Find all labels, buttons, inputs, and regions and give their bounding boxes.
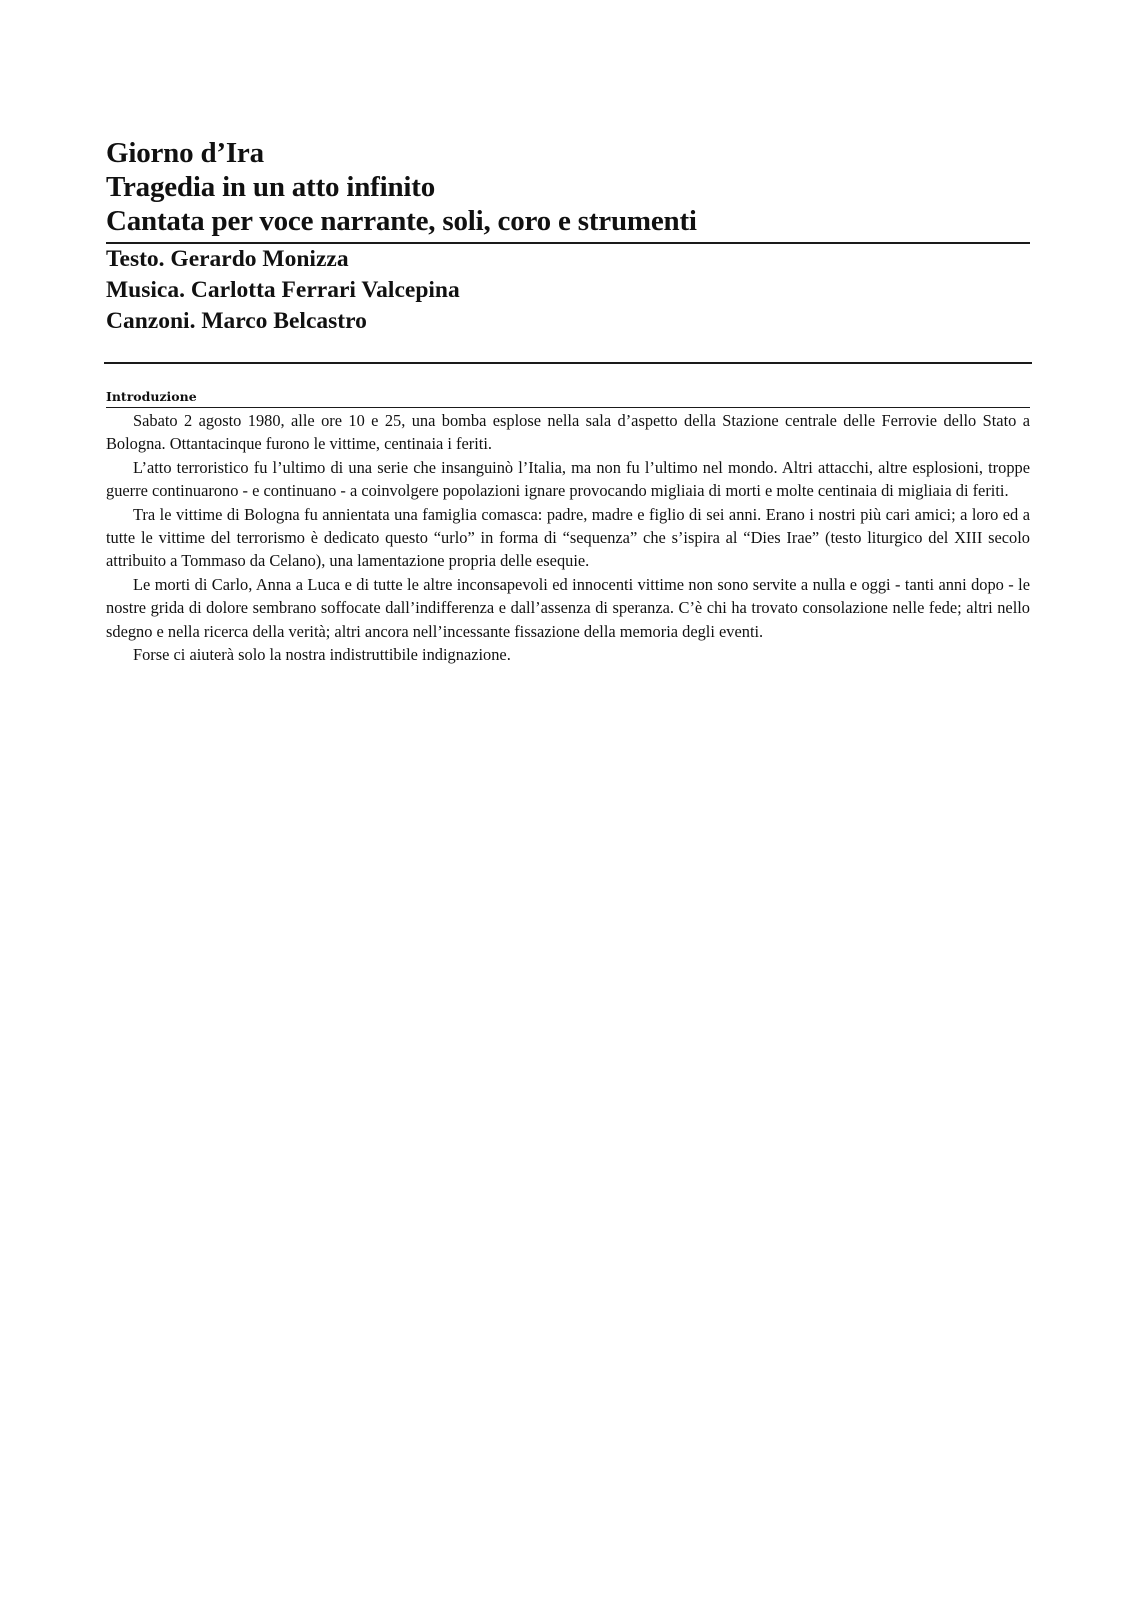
section-body [106,408,1030,666]
paragraph: Le morti di Carlo, Anna a Luca e di tutte le altre inconsapevoli ed innocenti vittime non sono servite a nulla e oggi - tanti anni dopo - le nostre grida di dolore sembrano soffocate dall’indifferenza e dall’assenza di speranza. C’è chi ha trovato consolazione nelle fede; altri nello sdegno e nella ricerca della verità; altri ancora nell’incessante fissazione della memoria degli eventi. [106,574,1030,641]
title-block [106,136,1030,238]
credits-block [106,244,1030,337]
header-divider [104,362,1032,364]
document-page [106,0,1030,1600]
credit-text: Testo. Gerardo Monizza [106,246,349,272]
paragraph: Forse ci aiuterà solo la nostra indistruttibile indignazione. [133,645,511,665]
section-heading: Introduzione [106,388,1030,408]
paragraph: L’atto terroristico fu l’ultimo di una serie che insanguinò l’Italia, ma non fu l’ultimo nel mondo. Altri attacchi, altre esplosioni, troppe guerre continuarono - e continuano - a coinvolgere popolazioni ignare provocando migliaia di morti e molte centinaia di migliaia di feriti. [106,457,1030,501]
credit-songs: Canzoni. Marco Belcastro [106,308,367,334]
main-title: Giorno d’Ira [106,137,264,169]
paragraph: Tra le vittime di Bologna fu annientata una famiglia comasca: padre, madre e figlio di sei anni. Erano i nostri più cari amici; a loro ed a tutte le vittime del terrorismo è dedicato questo “urlo” in forma di “sequenza” che s’ispira al “Dies Irae” (testo liturgico del XIII secolo attribuito a Tommaso da Celano), una lamentazione propria delle esequie. [106,504,1030,571]
work-description: Cantata per voce narrante, soli, coro e strumenti [106,205,697,237]
subtitle: Tragedia in un atto infinito [106,171,436,203]
introduction-section [106,388,1030,666]
paragraph: Sabato 2 agosto 1980, alle ore 10 e 25, una bomba esplose nella sala d’aspetto della Stazione centrale delle Ferrovie dello Stato a Bologna. Ottantacinque furono le vittime, centinaia i feriti. [106,411,1030,454]
credit-music: Musica. Carlotta Ferrari Valcepina [106,277,460,303]
